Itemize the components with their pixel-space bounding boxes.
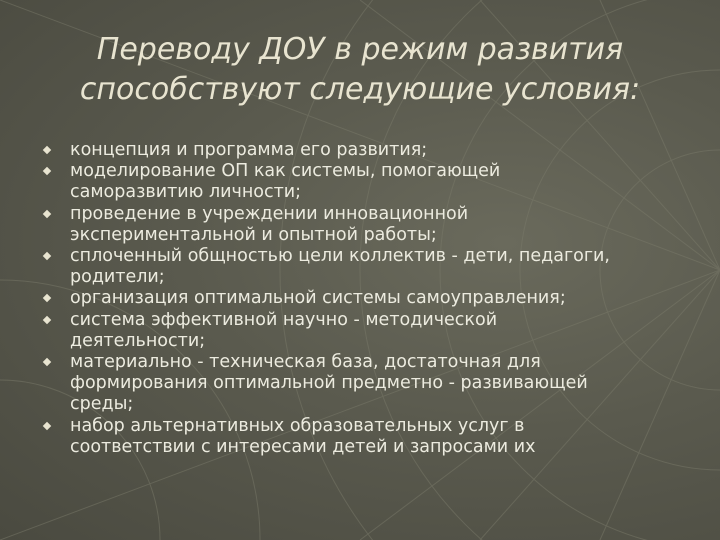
condition-list xyxy=(40,140,700,458)
list-item xyxy=(40,310,700,352)
slide-title-line-2: способствуют следующие условия: xyxy=(79,72,641,107)
list-item-text: экспериментальной и опытной работы; xyxy=(70,224,437,245)
list-item-text: материально - техническая база, достаточная для xyxy=(70,352,541,373)
list-item-text: соответствии с интересами детей и запросами их xyxy=(70,436,536,457)
slide-title xyxy=(40,30,680,110)
list-item-text: концепция и программа его развития; xyxy=(70,140,428,160)
diamond-bullet-icon xyxy=(43,146,51,154)
list-item-text: формирования оптимальной предметно - развивающей xyxy=(70,373,588,394)
list-item xyxy=(40,140,700,161)
diamond-bullet-icon xyxy=(43,252,51,260)
list-item xyxy=(40,246,700,288)
diamond-bullet-icon xyxy=(43,421,51,429)
diamond-bullet-icon xyxy=(43,294,51,302)
list-item-text: проведение в учреждении инновационной xyxy=(70,203,469,224)
diamond-bullet-icon xyxy=(43,167,51,175)
list-item xyxy=(40,288,700,309)
list-item-text: моделирование ОП как системы, помогающей xyxy=(70,161,501,182)
diamond-bullet-icon xyxy=(43,358,51,366)
slide-title-line-1: Переводу ДОУ в режим развития xyxy=(96,32,624,67)
list-item-text: среды; xyxy=(70,394,134,415)
list-item xyxy=(40,352,700,416)
diamond-bullet-icon xyxy=(43,315,51,323)
list-item-text: родители; xyxy=(70,267,165,288)
list-item xyxy=(40,416,700,458)
list-item-text: саморазвитию личности; xyxy=(70,182,302,203)
list-item-text: система эффективной научно - методической xyxy=(70,309,498,330)
list-item xyxy=(40,161,700,203)
list-item-text: деятельности; xyxy=(70,330,206,351)
list-item-text: набор альтернативных образовательных услуг в xyxy=(70,415,525,436)
diamond-bullet-icon xyxy=(43,209,51,217)
list-item-text: организация оптимальной системы самоуправления; xyxy=(70,288,566,309)
list-item-text: сплоченный общностью цели коллектив - дети, педагоги, xyxy=(70,246,610,267)
list-item xyxy=(40,204,700,246)
